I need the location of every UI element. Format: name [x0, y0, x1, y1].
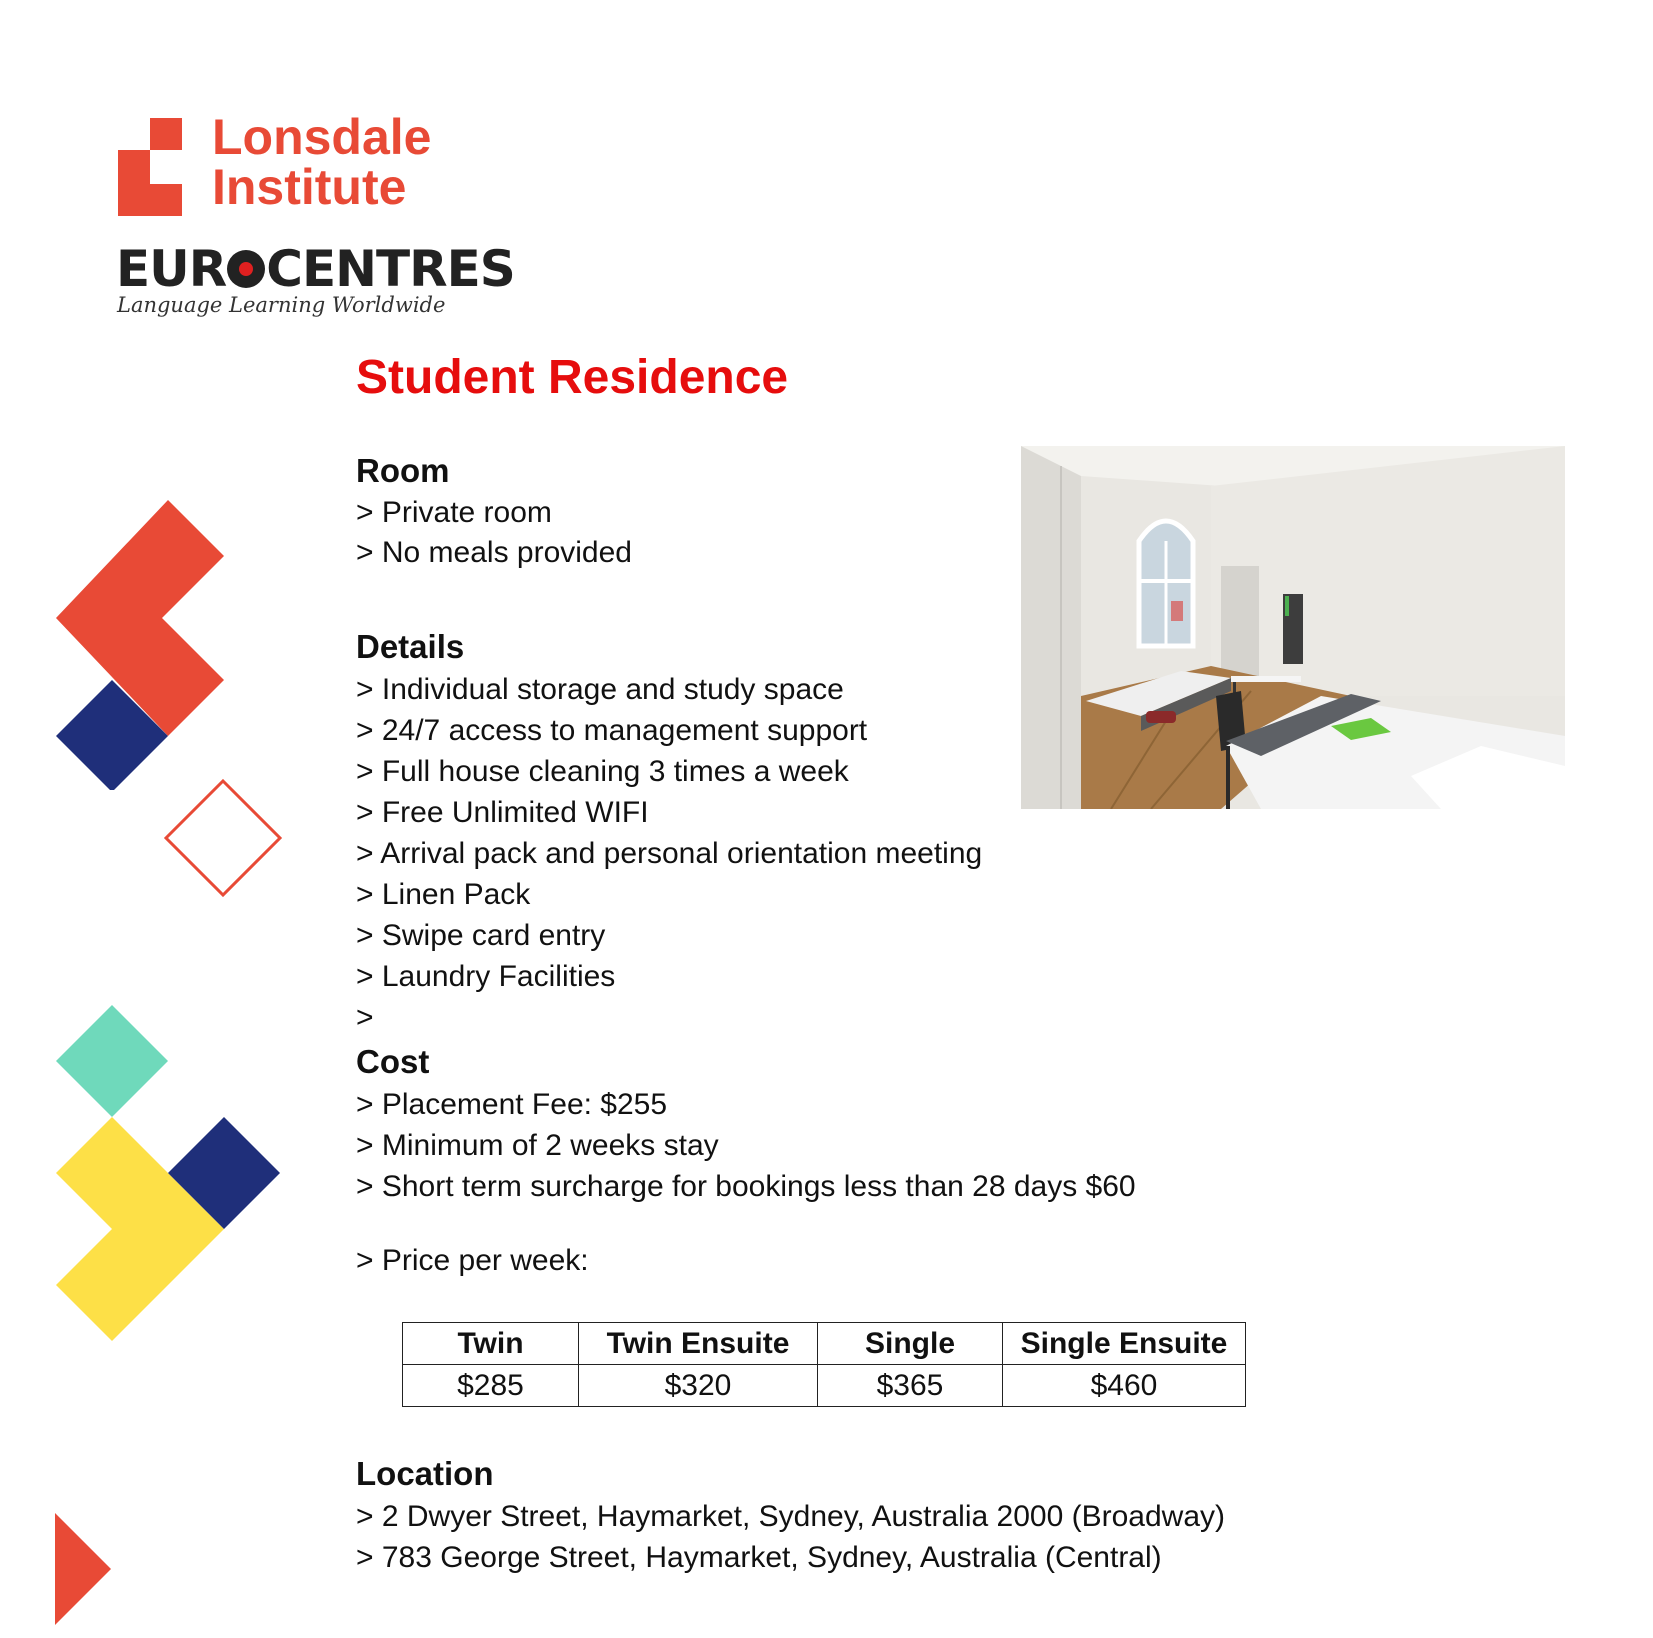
price-table-header-row — [403, 1323, 1246, 1365]
details-heading: Details — [356, 628, 465, 665]
room-item: > No meals provided — [356, 536, 632, 569]
location-item: > 2 Dwyer Street, Haymarket, Sydney, Australia 2000 (Broadway) — [356, 1500, 1225, 1533]
details-item: > — [356, 1001, 374, 1034]
details-item: > Swipe card entry — [356, 919, 606, 952]
location-heading: Location — [356, 1455, 494, 1492]
lonsdale-logo-mark — [118, 118, 182, 216]
decorative-chevron-red — [50, 500, 230, 790]
price-table — [402, 1322, 1246, 1407]
details-item: > Arrival pack and personal orientation meeting — [356, 837, 983, 870]
details-item: > Laundry Facilities — [356, 960, 616, 993]
cost-item: > Short term surcharge for bookings less than 28 days $60 — [356, 1170, 1136, 1203]
room-heading: Room — [356, 452, 450, 489]
price-table-cell: $460 — [1003, 1365, 1246, 1407]
logo-tagline: Language Learning Worldwide — [117, 293, 446, 317]
price-per-week-label: > Price per week: — [356, 1244, 589, 1277]
price-table-row — [403, 1365, 1246, 1407]
logo-line-1: Lonsdale — [212, 109, 432, 165]
logo-line-2: Institute — [212, 159, 407, 215]
eurocentres-logo — [116, 240, 515, 298]
cost-item: > Minimum of 2 weeks stay — [356, 1129, 719, 1162]
price-table-header: Twin — [403, 1323, 579, 1365]
details-item: > 24/7 access to management support — [356, 714, 868, 747]
location-item: > 783 George Street, Haymarket, Sydney, Australia (Central) — [356, 1541, 1162, 1574]
room-photo — [1021, 446, 1565, 809]
eurocentres-post: CENTRES — [266, 240, 515, 298]
logo-lonsdale-institute — [212, 109, 432, 215]
price-table-cell: $365 — [818, 1365, 1003, 1407]
cost-heading: Cost — [356, 1043, 430, 1080]
details-item: > Full house cleaning 3 times a week — [356, 755, 849, 788]
details-item: > Individual storage and study space — [356, 673, 844, 706]
price-table-header: Single Ensuite — [1003, 1323, 1246, 1365]
price-table-header: Twin Ensuite — [579, 1323, 818, 1365]
details-item: > Linen Pack — [356, 878, 531, 911]
details-item: > Free Unlimited WIFI — [356, 796, 649, 829]
price-table-header: Single — [818, 1323, 1003, 1365]
price-table-cell: $285 — [403, 1365, 579, 1407]
decorative-triangle-red — [55, 1513, 115, 1625]
room-item: > Private room — [356, 496, 552, 529]
page-title: Student Residence — [356, 351, 789, 404]
eurocentres-pre: EUR — [116, 240, 227, 298]
eurocentres-o-icon — [227, 250, 265, 288]
cost-item: > Placement Fee: $255 — [356, 1088, 668, 1121]
price-table-cell: $320 — [579, 1365, 818, 1407]
decorative-diamond-outline — [164, 778, 284, 898]
decorative-chevron-yellow — [55, 1005, 285, 1345]
